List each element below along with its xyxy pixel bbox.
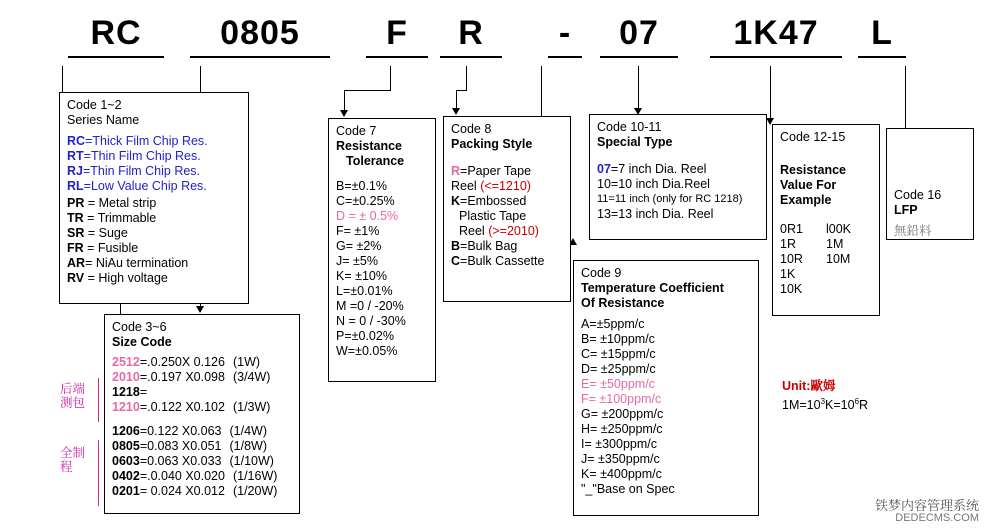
size-watt: (1W) (232, 355, 261, 369)
series-item-key: RJ (67, 164, 83, 178)
resistance-pair (780, 267, 872, 282)
resistance-title-1: Resistance (780, 163, 847, 177)
size-dim: =0.063 X0.033 (139, 454, 222, 468)
size-row (112, 454, 292, 469)
pn-segment-packing: R (440, 14, 502, 58)
size-group-label-2-line1: 全制 (60, 446, 86, 460)
code16-title: LFP (894, 203, 918, 217)
size-dim: =0.122 X0.063 (139, 424, 222, 438)
tempco-item: D= ±25ppm/c (581, 362, 656, 376)
unit-note-sup2: 6 (854, 397, 860, 406)
size-watt: (1/16W) (232, 469, 278, 483)
size-code: 0603 (112, 454, 140, 468)
size-group-brace-1 (98, 378, 99, 422)
tolerance-item: L=±0.01% (336, 284, 393, 298)
tolerance-title-2: Tolerance (346, 154, 405, 168)
tolerance-item: N = 0 / -30% (336, 314, 406, 328)
pn-segment-series: RC (68, 14, 164, 58)
size-row (112, 355, 292, 370)
series-title: Series Name (67, 113, 140, 127)
size-watt: (3/4W) (232, 370, 271, 384)
tempco-code-label: Code 9 (581, 266, 622, 280)
pn-segment-special: 07 (600, 14, 678, 58)
series-code-label: Code 1~2 (67, 98, 122, 112)
special-item (597, 207, 759, 222)
packing-text: =Paper Tape (460, 164, 532, 178)
tempco-title-1: Temperature Coefficient (581, 281, 724, 295)
tolerance-item: C=±0.25% (336, 194, 395, 208)
tempco-item: K= ±400ppm/c (581, 467, 662, 481)
packing-item-cont (451, 224, 563, 239)
connector-tolerance-v1 (390, 66, 391, 90)
series-item-text: = Suge (84, 226, 128, 240)
connector-size-arrow (196, 306, 204, 313)
size-dim: =.0.122 X0.102 (139, 400, 225, 414)
resistance-left: 1K (780, 267, 796, 281)
series-item-key: AR (67, 256, 86, 270)
resistance-box (772, 124, 880, 316)
series-item-text: = Fusible (83, 241, 139, 255)
series-item (67, 256, 241, 271)
series-item-key: RT (67, 149, 84, 163)
connector-tolerance-arrow (340, 110, 348, 117)
resistance-pair (780, 222, 872, 237)
pn-segment-lfp: L (858, 14, 906, 58)
size-code: 0402 (112, 469, 140, 483)
packing-title: Packing Style (451, 137, 533, 151)
size-dim: = 0.024 X0.012 (139, 484, 225, 498)
code16-code-label: Code 16 (894, 188, 942, 202)
watermark-line2: DEDECMS.COM (895, 512, 979, 524)
series-item-text: =Low Value Chip Res. (83, 179, 207, 193)
series-item-key: TR (67, 211, 84, 225)
connector-packing-h (456, 90, 467, 91)
packing-item (451, 254, 563, 269)
size-watt: (1/10W) (229, 454, 274, 468)
connector-resistance-v (770, 66, 771, 122)
size-group-label-2 (60, 446, 94, 474)
tempco-item: F= ±100ppm/c (581, 392, 662, 406)
tempco-title-2: Of Resistance (581, 296, 665, 310)
size-watt: (1/4W) (229, 424, 267, 438)
size-code: 2010 (112, 370, 140, 384)
special-text: =7 inch Dia. Reel (610, 162, 707, 176)
pn-segment-dash: - (548, 14, 582, 58)
packing-key: K (451, 194, 461, 208)
size-code: 1206 (112, 424, 140, 438)
special-code: 13 (597, 207, 611, 221)
tempco-item: B= ±10ppm/c (581, 332, 655, 346)
tempco-item: "_"Base on Spec (581, 482, 675, 496)
tolerance-title-1: Resistance (336, 139, 403, 153)
size-watt: (1/8W) (229, 439, 267, 453)
packing-item (451, 164, 563, 179)
size-code: 1218 (112, 385, 140, 399)
packing-note: (<=1210) (480, 179, 531, 193)
special-item (597, 162, 759, 177)
packing-item (451, 239, 563, 254)
size-row (112, 484, 292, 499)
connector-tolerance-h (344, 90, 391, 91)
series-item (67, 149, 241, 164)
size-dim: =.0.197 X0.098 (139, 370, 225, 384)
size-dim: =.0.040 X0.020 (139, 469, 225, 483)
series-item-text: =Thick Film Chip Res. (85, 134, 208, 148)
unit-note-post: R (859, 398, 869, 413)
size-box (104, 314, 300, 514)
packing-text: =Embossed (460, 194, 527, 208)
tolerance-code-label: Code 7 (336, 124, 377, 138)
series-item (67, 226, 241, 241)
series-item-key: RL (67, 179, 84, 193)
connector-packing-v1 (466, 66, 467, 90)
packing-text: Reel (459, 224, 485, 238)
tempco-item: H= ±250ppm/c (581, 422, 663, 436)
connector-lfp-v (905, 66, 906, 128)
connector-special-v (638, 66, 639, 112)
special-text: =10 inch Dia.Reel (610, 177, 710, 191)
special-code: 10 (597, 177, 611, 191)
tolerance-box (328, 118, 436, 382)
size-group-label-1-line1: 后端 (60, 382, 86, 396)
connector-series (62, 66, 63, 92)
tolerance-item: M =0 / -20% (336, 299, 404, 313)
resistance-left: 10R (780, 252, 803, 266)
size-group-label-1 (60, 382, 94, 410)
size-row (112, 439, 292, 454)
size-code: 2512 (112, 355, 140, 369)
series-item (67, 196, 241, 211)
watermark (875, 499, 979, 525)
packing-key: C (451, 254, 461, 268)
special-item (597, 192, 759, 207)
resistance-left: 10K (780, 282, 803, 296)
size-code-label: Code 3~6 (112, 320, 167, 334)
tempco-item: J= ±350ppm/c (581, 452, 660, 466)
part-number-row (0, 14, 985, 66)
packing-note: (>=2010) (488, 224, 539, 238)
special-item (597, 177, 759, 192)
unit-note-line1: Unit:歐姆 (782, 379, 836, 393)
tempco-item: C= ±15ppm/c (581, 347, 656, 361)
series-item-key: RC (67, 134, 86, 148)
size-code: 1210 (112, 400, 140, 414)
special-box (589, 114, 767, 240)
size-dim: =.0.250X 0.126 (139, 355, 225, 369)
tolerance-item: J= ±5% (336, 254, 378, 268)
resistance-code-label: Code 12-15 (780, 130, 846, 144)
series-item-key: PR (67, 196, 85, 210)
size-group-label-2-line2: 程 (60, 460, 73, 474)
size-group-brace-2 (98, 440, 99, 506)
size-dim: = (139, 385, 148, 399)
packing-text: =Bulk Bag (460, 239, 518, 253)
special-code-label: Code 10-11 (597, 120, 662, 134)
resistance-left: 0R1 (780, 222, 803, 236)
packing-key: B (451, 239, 461, 253)
series-item (67, 134, 241, 149)
size-dim: =0.083 X0.051 (139, 439, 222, 453)
size-row (112, 370, 292, 385)
unit-note-mid: K=10 (825, 398, 855, 413)
unit-note-line2 (782, 394, 972, 413)
size-code: 0805 (112, 439, 140, 453)
code16-box (886, 128, 974, 240)
tolerance-item: G= ±2% (336, 239, 382, 253)
size-row (112, 424, 292, 439)
special-title: Special Type (597, 135, 673, 149)
tempco-item: G= ±200ppm/c (581, 407, 664, 421)
size-row (112, 469, 292, 484)
series-item (67, 179, 241, 194)
size-row (112, 400, 292, 415)
special-code: 07 (597, 162, 611, 176)
series-item (67, 271, 241, 286)
pn-segment-tolerance: F (366, 14, 428, 58)
special-text: =11 inch (only for RC 1218) (608, 193, 743, 205)
packing-text: =Bulk Cassette (460, 254, 545, 268)
pn-segment-value: 1K47 (710, 14, 842, 58)
tolerance-item: K= ±10% (336, 269, 387, 283)
packing-item (451, 194, 563, 209)
tolerance-item: D = ± 0.5% (336, 209, 399, 223)
resistance-right: 1M (826, 237, 844, 251)
resistance-right: l00K (826, 222, 852, 236)
packing-item-cont (451, 179, 563, 194)
size-watt: (1/20W) (232, 484, 278, 498)
tempco-box (573, 260, 759, 516)
resistance-title-2: Value For (780, 178, 837, 192)
tolerance-item: B=±0.1% (336, 179, 387, 193)
packing-key: R (451, 164, 461, 178)
series-item-text: = High voltage (84, 271, 168, 285)
pn-segment-size: 0805 (190, 14, 330, 58)
special-text: =13 inch Dia. Reel (610, 207, 714, 221)
watermark-line1: 铁梦内容管理系统 (874, 498, 979, 513)
special-code: 11 (597, 193, 609, 205)
series-item-key: SR (67, 226, 85, 240)
packing-text: Reel (451, 179, 477, 193)
size-watt: (1/3W) (232, 400, 271, 414)
code16-note: 無鉛料 (894, 224, 932, 238)
tolerance-item: F= ±1% (336, 224, 380, 238)
series-item-key: RV (67, 271, 85, 285)
packing-code-label: Code 8 (451, 122, 492, 136)
size-code: 0201 (112, 484, 140, 498)
resistance-title-3: Example (780, 193, 832, 207)
size-row (112, 385, 292, 400)
resistance-right: 10M (826, 252, 851, 266)
resistance-pair (780, 282, 872, 297)
unit-note-sup1: 3 (820, 397, 826, 406)
tempco-item: E= ±50ppm/c (581, 377, 655, 391)
series-item-key: FR (67, 241, 84, 255)
tolerance-item: W=±0.05% (336, 344, 398, 358)
unit-note-pre: 1M=10 (782, 398, 821, 413)
series-item-text: = NiAu termination (85, 256, 189, 270)
packing-text: Plastic Tape (459, 209, 527, 223)
series-box (59, 92, 249, 304)
series-item-text: =Thin Film Chip Res. (83, 149, 201, 163)
connector-packing-arrow (452, 108, 460, 115)
unit-note (782, 378, 972, 413)
series-item (67, 164, 241, 179)
packing-box (443, 116, 571, 302)
tempco-item: A=±5ppm/c (581, 317, 645, 331)
tempco-item: I= ±300ppm/c (581, 437, 658, 451)
series-item-text: = Trimmable (83, 211, 157, 225)
packing-item-cont (451, 209, 563, 224)
resistance-left: 1R (780, 237, 796, 251)
tolerance-item: P=±0.02% (336, 329, 394, 343)
series-item-text: =Thin Film Chip Res. (82, 164, 201, 178)
series-item-text: = Metal strip (84, 196, 157, 210)
resistance-pair (780, 252, 872, 267)
series-item (67, 241, 241, 256)
series-item (67, 211, 241, 226)
size-group-label-1-line2: 测包 (60, 396, 86, 410)
resistance-pair (780, 237, 872, 252)
size-title: Size Code (112, 335, 172, 349)
